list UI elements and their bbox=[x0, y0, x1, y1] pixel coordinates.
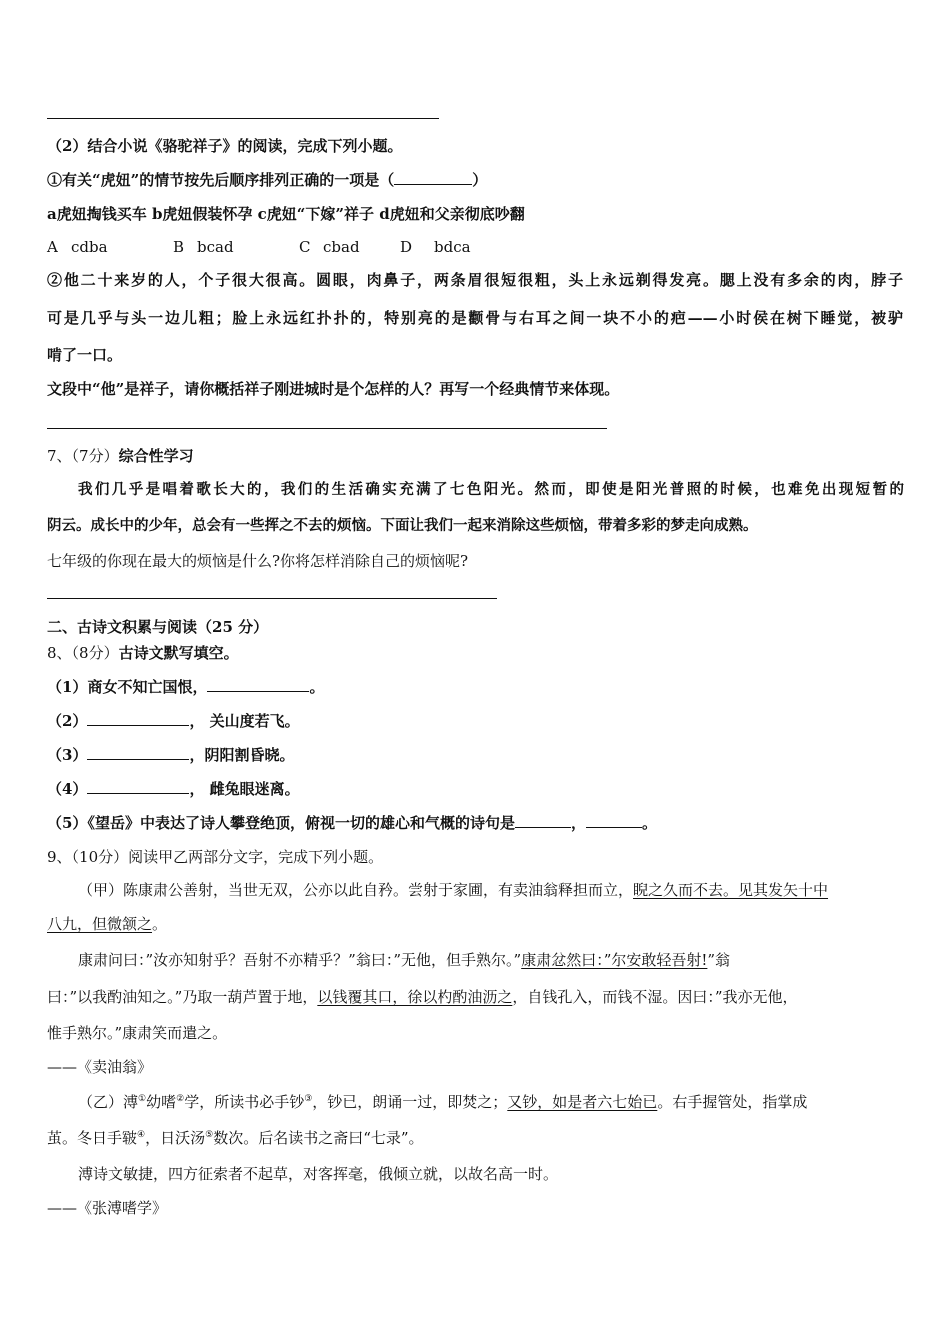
footnote-marker: ① bbox=[138, 1094, 147, 1104]
yi-paragraph-line: （乙）溥①幼嗜②学，所读书必手钞③，钞已，朗诵一过，即焚之；又钞，如是者六七始已。右手握管处，指掌成 bbox=[78, 1093, 808, 1111]
answer-blank[interactable] bbox=[87, 711, 189, 726]
underlined-phrase: 以钱覆其口，徐以杓酌油沥之 bbox=[317, 988, 513, 1006]
q6-options bbox=[47, 237, 471, 257]
option-letter-d: D bbox=[400, 238, 413, 256]
section-title: 二、古诗文积累与阅读（25 分） bbox=[47, 618, 269, 636]
q6-passage-line: 可是几乎与头一边儿粗；脸上永远红扑扑的，特别亮的是颧骨与右耳之间一块不小的疤——小时侯在树下睡觉，被驴 bbox=[47, 309, 903, 327]
answer-blank[interactable] bbox=[515, 813, 571, 828]
footnote-marker: ⑤ bbox=[205, 1130, 214, 1140]
q8-item-1: （1）商女不知亡国恨， 。 bbox=[47, 678, 325, 696]
underlined-phrase: 睨之久而不去。见其发矢十中 bbox=[633, 881, 829, 899]
yi-source: ——《张溥嗜学》 bbox=[47, 1199, 168, 1217]
option-letter-a: A bbox=[47, 238, 58, 256]
option-letter-c: C bbox=[299, 238, 311, 256]
footnote-marker: ③ bbox=[304, 1094, 313, 1104]
underlined-phrase: 又钞，如是者六七始已 bbox=[507, 1093, 658, 1111]
q8-item-3: （3） ，阴阳割昏晓。 bbox=[47, 746, 295, 764]
q9-heading: 9、（10分）阅读甲乙两部分文字，完成下列小题。 bbox=[47, 848, 384, 866]
jia-paragraph-line: 惟手熟尔。”康肃笑而遣之。 bbox=[47, 1024, 228, 1042]
option-letter-b: B bbox=[173, 238, 185, 256]
answer-line bbox=[47, 118, 439, 119]
answer-blank[interactable] bbox=[87, 745, 189, 760]
q8-item-4: （4） ， 雌兔眼迷离。 bbox=[47, 780, 300, 798]
q6-sub1-stem: ①有关“虎妞”的情节按先后顺序排列正确的一项是（ ） bbox=[47, 171, 488, 189]
option-text-d: bdca bbox=[434, 238, 471, 256]
q7-intro-line: 阴云。成长中的少年，总会有一些挥之不去的烦恼。下面让我们一起来消除这些烦恼，带着多彩的梦走向成熟。 bbox=[47, 517, 758, 534]
jia-paragraph-line: 曰：”以我酌油知之。”乃取一葫芦置于地，以钱覆其口，徐以杓酌油沥之，自钱孔入，而钱不湿。因曰：”我亦无他， bbox=[47, 988, 798, 1006]
yi-paragraph-line: 茧。冬日手皲④，日沃汤⑤数次。后名读书之斋曰“七录”。 bbox=[47, 1129, 424, 1147]
option-text-b: bcad bbox=[197, 238, 234, 256]
q6-passage-line: ②他二十来岁的人，个子很大很高。圆眼，肉鼻子，两条眉很短很粗，头上永远剃得发亮。腮上没有多余的肉，脖子 bbox=[47, 271, 903, 289]
jia-paragraph-line: 康肃问曰：”汝亦知射乎？吾射不亦精乎？”翁曰：”无他，但手熟尔。”康肃忿然曰：”尔安敢轻吾射!”翁 bbox=[78, 951, 731, 969]
q8-item-2: （2） ， 关山度若飞。 bbox=[47, 712, 300, 730]
q6-sub1-events: a虎妞掏钱买车 b虎妞假装怀孕 c虎妞“下嫁”祥子 d虎妞和父亲彻底吵翻 bbox=[47, 205, 525, 223]
jia-paragraph-line: （甲）陈康肃公善射，当世无双，公亦以此自矜。尝射于家圃，有卖油翁释担而立，睨之久而不去。见其发矢十中 bbox=[78, 881, 829, 899]
q6-question: 文段中“他”是祥子，请你概括祥子刚进城时是个怎样的人？再写一个经典情节来体现。 bbox=[47, 380, 620, 398]
answer-line bbox=[47, 428, 607, 429]
q7-heading: 7、（7分）综合性学习 bbox=[47, 447, 194, 465]
q7-intro-line: 我们几乎是唱着歌长大的，我们的生活确实充满了七色阳光。然而，即使是阳光普照的时候，也难免出现短暂的 bbox=[78, 481, 904, 498]
jia-source: ——《卖油翁》 bbox=[47, 1058, 153, 1076]
option-text-c: cbad bbox=[323, 238, 360, 256]
q7-question: 七年级的你现在最大的烦恼是什么?你将怎样消除自己的烦恼呢? bbox=[47, 552, 469, 570]
answer-blank[interactable] bbox=[394, 170, 472, 185]
answer-blank[interactable] bbox=[207, 677, 309, 692]
option-text-a: cdba bbox=[71, 238, 108, 256]
footnote-marker: ② bbox=[176, 1094, 185, 1104]
q6-part2-title: （2）结合小说《骆驼祥子》的阅读，完成下列小题。 bbox=[47, 137, 403, 155]
underlined-phrase: 康肃忿然曰：”尔安敢轻吾射! bbox=[521, 951, 708, 969]
yi-paragraph-line: 溥诗文敏捷，四方征索者不起草，对客挥毫，俄倾立就，以故名高一时。 bbox=[78, 1165, 559, 1183]
answer-line bbox=[47, 598, 497, 599]
q6-passage-line: 啃了一口。 bbox=[47, 346, 123, 364]
answer-blank[interactable] bbox=[87, 779, 189, 794]
q8-heading: 8、（8分）古诗文默写填空。 bbox=[47, 644, 239, 662]
q8-item-5: （5）《望岳》中表达了诗人攀登绝顶，俯视一切的雄心和气概的诗句是 ， 。 bbox=[47, 814, 657, 832]
jia-paragraph-line: 八九，但微颔之。 bbox=[47, 915, 168, 933]
answer-blank[interactable] bbox=[586, 813, 642, 828]
footnote-marker: ④ bbox=[137, 1130, 146, 1140]
underlined-phrase: 八九，但微颔之 bbox=[47, 915, 153, 933]
